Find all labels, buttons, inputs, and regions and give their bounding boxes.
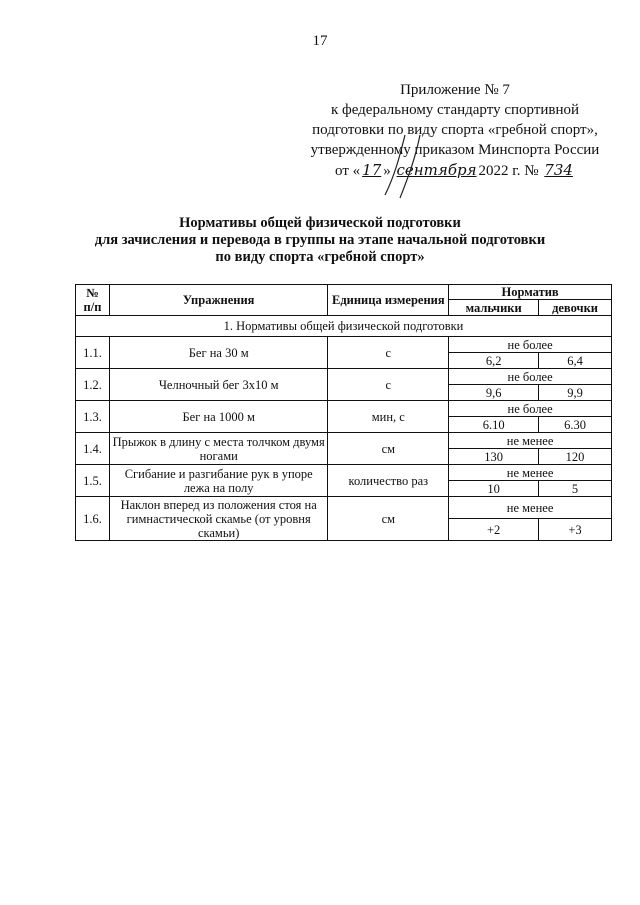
header-exercise: Упражнения: [109, 285, 327, 316]
row-condition: не менее: [449, 497, 612, 519]
row-boys: 6.10: [449, 417, 539, 433]
date-mid: »: [383, 163, 391, 179]
row-girls: 120: [539, 449, 612, 465]
row-girls: 9,9: [539, 385, 612, 401]
row-girls: +3: [539, 519, 612, 541]
date-year: 2022 г. №: [478, 163, 539, 179]
header-num: № п/п: [76, 285, 110, 316]
date-month: сентября: [396, 161, 477, 179]
norms-table: [75, 284, 612, 541]
row-condition: не более: [449, 401, 612, 417]
row-condition: не менее: [449, 433, 612, 449]
header-boys: мальчики: [449, 300, 539, 316]
table-row: [76, 337, 612, 353]
row-unit: мин, с: [328, 401, 449, 433]
page-number: 17: [312, 33, 328, 49]
order-number: 734: [544, 161, 573, 179]
row-condition: не менее: [449, 465, 612, 481]
header-unit: Единица измерения: [328, 285, 449, 316]
row-exercise: Прыжок в длину с места толчком двумя ногами: [109, 433, 327, 465]
appendix-title: Приложение № 7: [400, 82, 510, 98]
row-condition: не более: [449, 337, 612, 353]
row-exercise: Сгибание и разгибание рук в упоре лежа на полу: [109, 465, 327, 497]
row-boys: 9,6: [449, 385, 539, 401]
header-norm: Норматив: [449, 285, 612, 300]
date-day: 17: [362, 161, 382, 179]
row-boys: 130: [449, 449, 539, 465]
table-row: [76, 497, 612, 519]
row-unit: с: [328, 337, 449, 369]
table-row: [76, 401, 612, 417]
row-girls: 6.30: [539, 417, 612, 433]
row-boys: +2: [449, 519, 539, 541]
row-unit: количество раз: [328, 465, 449, 497]
header-girls: девочки: [539, 300, 612, 316]
row-num: 1.2.: [76, 369, 110, 401]
row-unit: с: [328, 369, 449, 401]
signature-mark: [345, 130, 475, 200]
title-line-2: для зачисления и перевода в группы на этапе начальной подготовки: [94, 232, 546, 248]
row-num: 1.5.: [76, 465, 110, 497]
header-row-1: [76, 285, 612, 300]
appendix-line-4: утвержденному приказом Минспорта России: [310, 142, 600, 158]
row-num: 1.3.: [76, 401, 110, 433]
row-num: 1.1.: [76, 337, 110, 369]
row-unit: см: [328, 497, 449, 541]
section-title: 1. Нормативы общей физической подготовки: [76, 316, 612, 337]
row-num: 1.4.: [76, 433, 110, 465]
appendix-line-2: к федеральному стандарту спортивной: [330, 102, 580, 118]
title-line-1: Нормативы общей физической подготовки: [179, 215, 461, 231]
row-num: 1.6.: [76, 497, 110, 541]
appendix-line-3: подготовки по виду спорта «гребной спорт»,: [312, 122, 598, 138]
row-girls: 6,4: [539, 353, 612, 369]
row-unit: см: [328, 433, 449, 465]
row-condition: не более: [449, 369, 612, 385]
row-exercise: Наклон вперед из положения стоя на гимнастической скамье (от уровня скамьи): [109, 497, 327, 541]
date-prefix: от «: [335, 163, 361, 179]
table-row: [76, 465, 612, 481]
section-row: [76, 316, 612, 337]
row-boys: 10: [449, 481, 539, 497]
table-row: [76, 433, 612, 449]
table-row: [76, 369, 612, 385]
row-boys: 6,2: [449, 353, 539, 369]
row-girls: 5: [539, 481, 612, 497]
title-line-3: по виду спорта «гребной спорт»: [215, 249, 425, 265]
row-exercise: Челночный бег 3х10 м: [109, 369, 327, 401]
row-exercise: Бег на 1000 м: [109, 401, 327, 433]
document-title: [60, 215, 580, 266]
row-exercise: Бег на 30 м: [109, 337, 327, 369]
